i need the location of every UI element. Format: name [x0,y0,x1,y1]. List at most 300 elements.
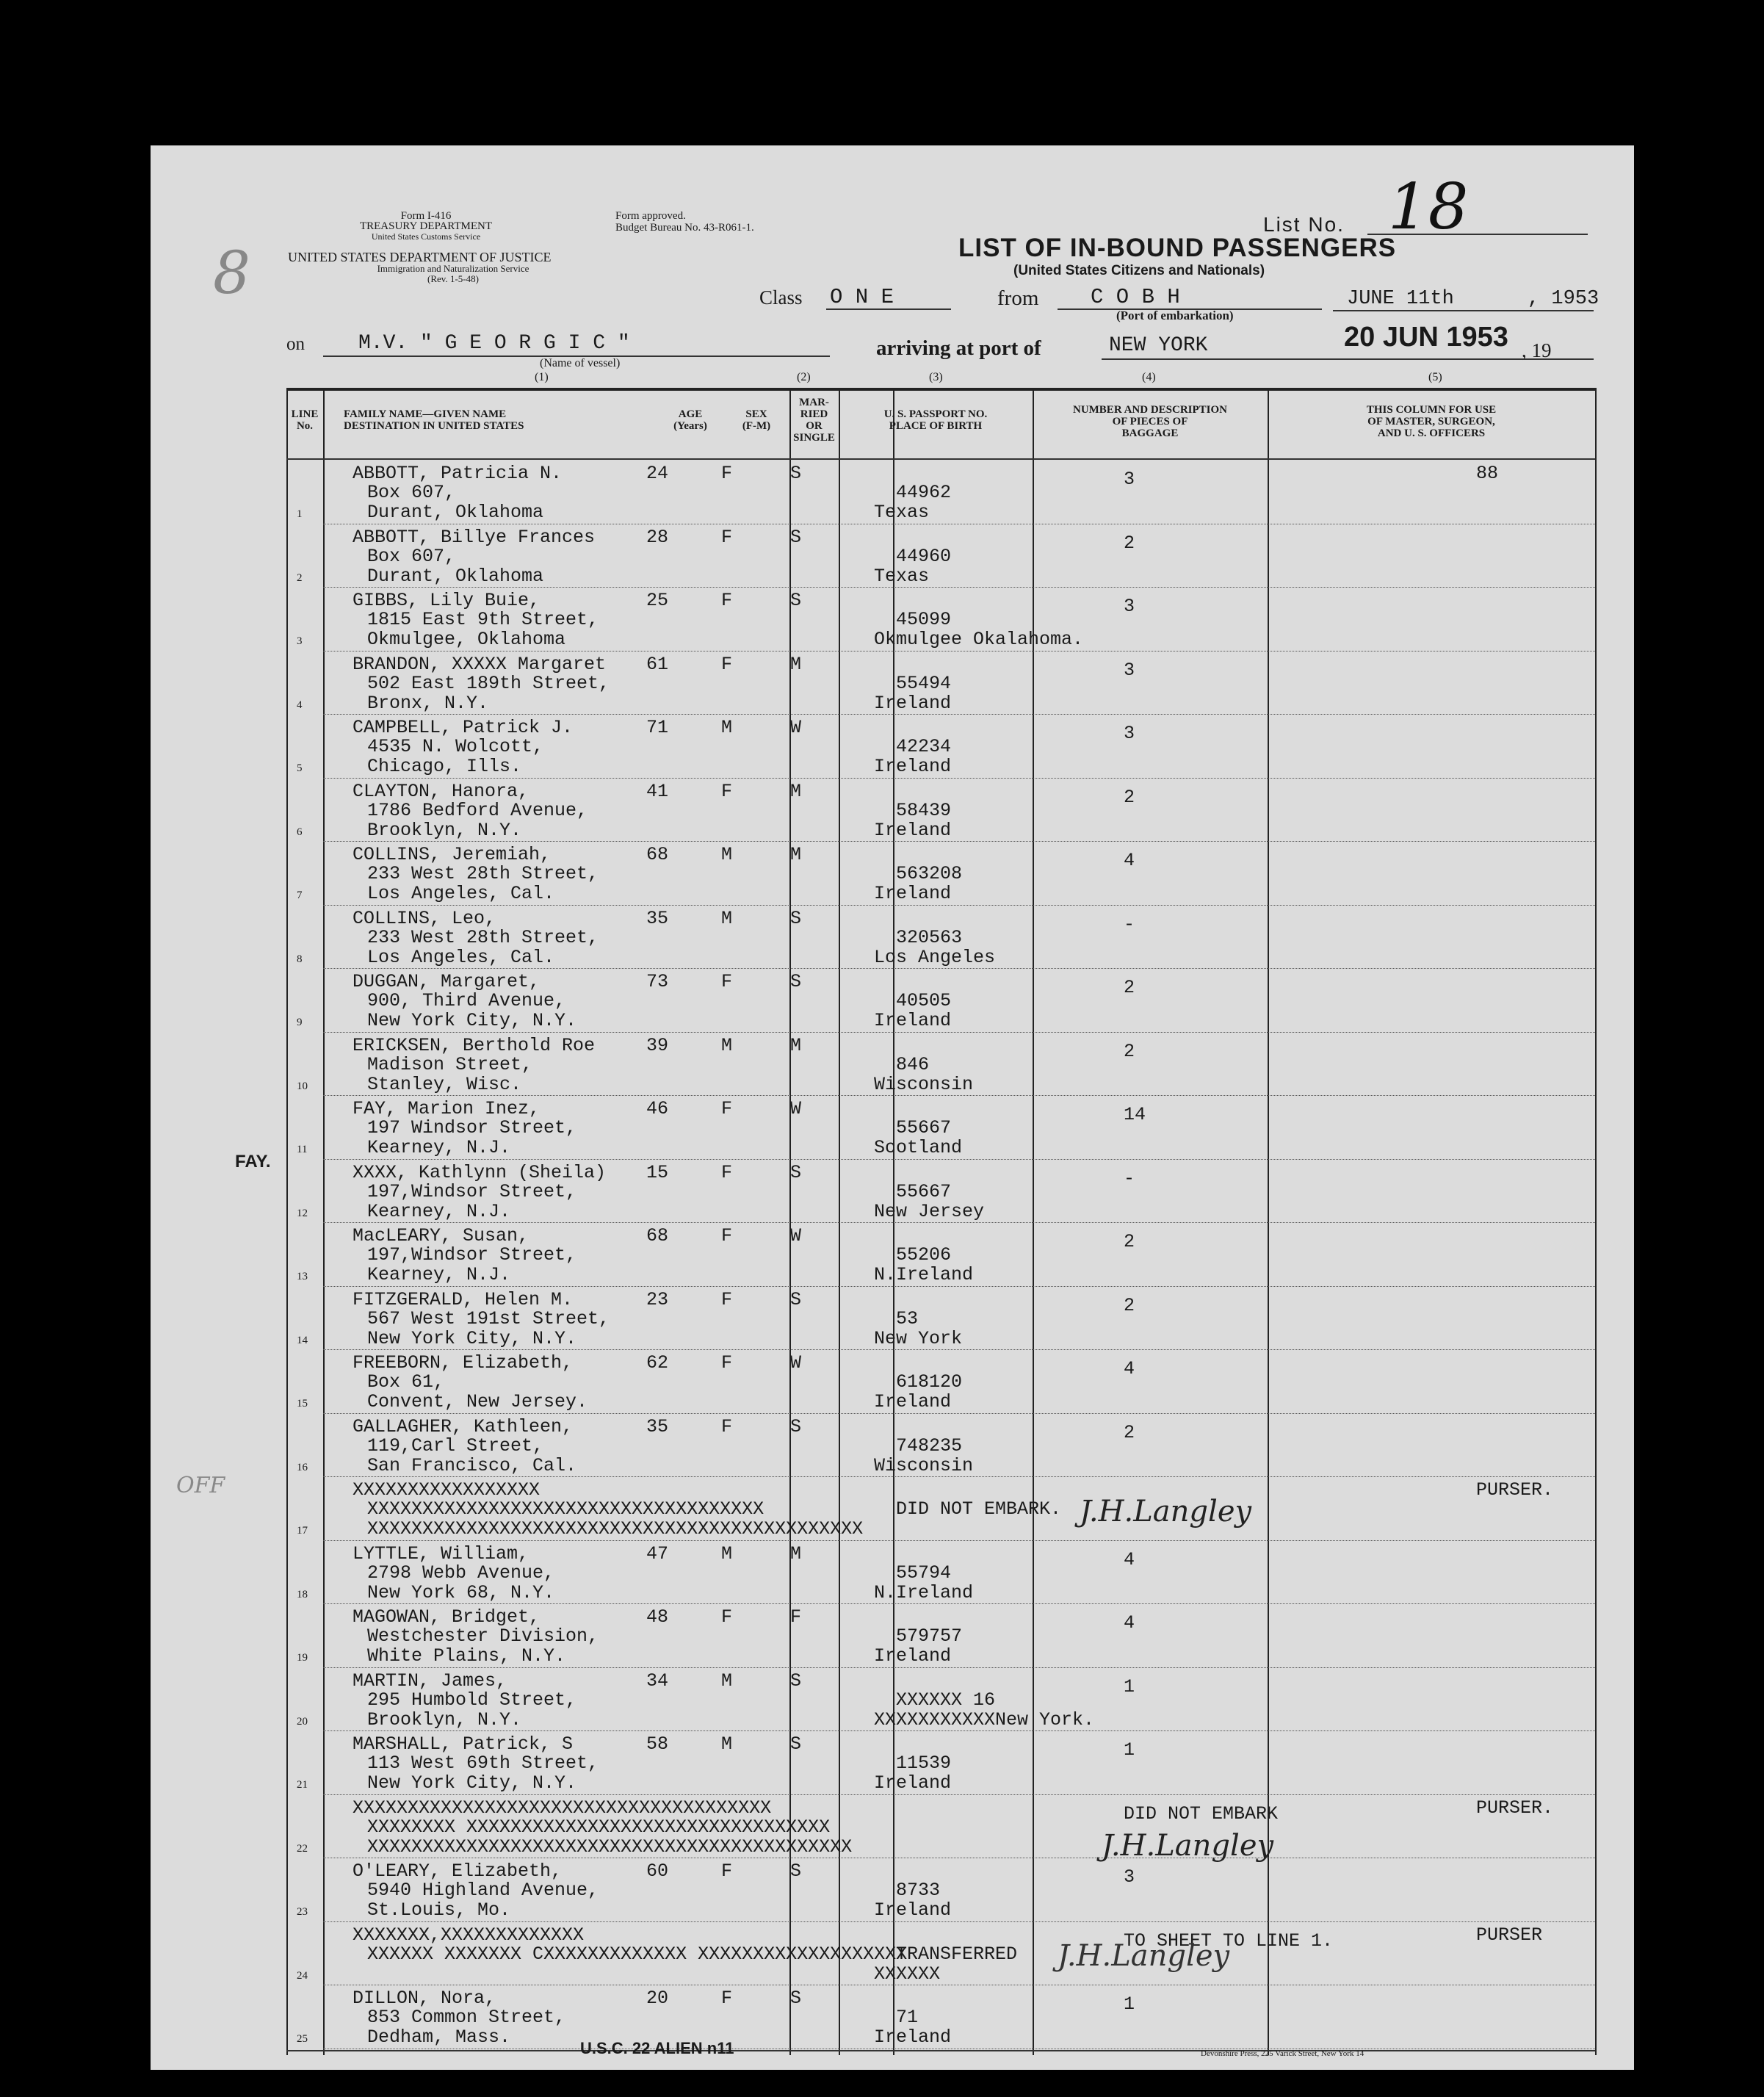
baggage-count: 3 [1124,659,1135,681]
passenger-name: ABBOTT, Billye Frances [353,526,596,548]
passenger-name: CLAYTON, Hanora, [353,780,529,802]
baggage-count: 4 [1124,1612,1135,1634]
table-row [286,525,1595,588]
line-number: 19 [297,1652,308,1664]
row-rule [323,1286,1595,1287]
place-of-birth: Texas [874,502,930,523]
age: 23 [646,1288,669,1310]
place-of-birth: Ireland [874,692,952,714]
street-address: 4535 N. Wolcott, [367,736,544,757]
col-num-1: (1) [535,371,549,383]
passport-number: 55206 [896,1244,952,1266]
line-number: 10 [297,1080,308,1092]
row-rule [323,841,1595,842]
passport-number: 579757 [896,1625,963,1647]
table-row [286,1986,1595,2049]
marital-status: S [790,1988,802,2009]
sex: F [721,1860,733,1882]
age: 39 [646,1034,669,1056]
city-state: Okmulgee, Oklahoma [367,629,566,650]
place-of-birth: Wisconsin [874,1454,974,1476]
printer-imprint: Devonshire Press, 225 Varick Street, New York 14 [1201,2049,1364,2058]
city-state: New York City, N.Y. [367,1772,577,1794]
city-state: New York City, N.Y. [367,1010,577,1031]
from-value: C O B H [1091,285,1180,309]
sex: F [721,1352,733,1374]
marital-status: S [790,463,802,484]
street-address: 853 Common Street, [367,2007,566,2028]
place-of-birth: New York [874,1327,963,1349]
arrival-date-stamp: 20 JUN 1953 [1344,322,1508,353]
line-number: 6 [297,826,303,838]
city-state: Durant, Oklahoma [367,502,544,523]
passenger-name: FAY, Marion Inez, [353,1098,541,1119]
arrival-rule [1102,358,1594,360]
passenger-name: XXXXXXXXXXXXXXXXX [353,1479,541,1501]
city-state: Bronx, N.Y. [367,692,489,714]
row-rule [323,1222,1595,1223]
baggage-count: - [1124,913,1135,935]
class-value: O N E [830,285,894,309]
table-row [286,1161,1595,1223]
place-of-birth: Scotland [874,1137,963,1158]
marital-status: S [790,1733,802,1755]
passenger-name: GALLAGHER, Kathleen, [353,1415,574,1437]
col-num-5: (5) [1428,371,1442,383]
street-address: 197 Windsor Street, [367,1117,577,1138]
city-state: Los Angeles, Cal. [367,883,555,904]
table-row [286,1923,1595,1985]
street-address: 1786 Bedford Avenue, [367,799,588,821]
baggage-count: TO SHEET TO LINE 1. [1124,1930,1334,1952]
form-number: Form I-416 [400,210,452,222]
city-state: New York 68, N.Y. [367,1581,555,1603]
sex: M [721,1542,733,1564]
sex: F [721,1988,733,2009]
line-number: 23 [297,1906,308,1918]
budget-bureau: Budget Bureau No. 43-R061-1. [615,222,754,234]
line-number: 18 [297,1588,308,1600]
city-state: Kearney, N.J. [367,1200,511,1222]
line-number: 7 [297,889,303,901]
list-no-label: List No. [1263,213,1345,236]
place-of-birth: N.Ireland [874,1581,974,1603]
baggage-count: - [1124,1167,1135,1189]
baggage-count: 1 [1124,1993,1135,2015]
col-num-3: (3) [929,371,943,383]
passport-number: 320563 [896,926,963,948]
table-row [286,1542,1595,1604]
passport-number: 8733 [896,1880,941,1901]
sex: M [721,717,733,738]
city-state: New York City, N.Y. [367,1327,577,1349]
class-label: Class [759,286,803,308]
marital-status: M [790,653,802,675]
line-number: 20 [297,1715,308,1728]
city-state: XXXXXXXXXXXXXXXXXXXXXXXXXXXXXXXXXXXXXXXXXXXX [367,1836,853,1858]
passport-number: 55794 [896,1562,952,1584]
age: 71 [646,717,669,738]
street-address: 1815 East 9th Street, [367,609,599,630]
sex: F [721,1606,733,1628]
passport-number: 55667 [896,1180,952,1202]
city-state: Los Angeles, Cal. [367,946,555,968]
city-state: Kearney, N.J. [367,1137,511,1158]
header-officers: THIS COLUMN FOR USE OF MASTER, SURGEON, AND U. S. OFFICERS [1366,404,1497,439]
passport-number: 45099 [896,609,952,630]
header-sex: SEX (F-M) [742,408,771,432]
purser-signature: J.H.Langley [1102,1829,1274,1863]
street-address: Madison Street, [367,1053,533,1075]
age: 62 [646,1352,669,1374]
marital-status: M [790,1034,802,1056]
passport-number: 71 [896,2007,919,2028]
passenger-name: CAMPBELL, Patrick J. [353,717,574,738]
baggage-count: 4 [1124,1548,1135,1570]
place-of-birth: XXXXXX [874,1963,941,1985]
passport-number: TRANSFERRED [896,1943,1018,1965]
col-rule [1595,388,1597,2055]
row-rule [323,1730,1595,1731]
col-num-2: (2) [797,371,811,383]
officer-note: PURSER. [1476,1797,1554,1819]
passenger-name: FREEBORN, Elizabeth, [353,1352,574,1374]
marital-status: S [790,1670,802,1692]
age: 15 [646,1161,669,1183]
passport-number: 11539 [896,1753,952,1774]
line-number: 4 [297,699,303,711]
row-rule [323,1603,1595,1604]
street-address: Box 61, [367,1371,445,1393]
passenger-name: MAGOWAN, Bridget, [353,1606,541,1628]
marital-status: S [790,971,802,992]
place-of-birth: Ireland [874,1899,952,1921]
passenger-name: MARTIN, James, [353,1670,507,1692]
age: 41 [646,780,669,802]
marital-status: M [790,780,802,802]
passport-number: 618120 [896,1371,963,1393]
sex: M [721,1034,733,1056]
agency-ins: Immigration and Naturalization Service [377,263,529,274]
sex: F [721,1225,733,1246]
street-address: 567 West 191st Street, [367,1307,610,1329]
table-row [286,1415,1595,1477]
baggage-count: 1 [1124,1739,1135,1761]
street-address: Box 607, [367,482,456,503]
row-rule [323,1667,1595,1668]
baggage-count: 3 [1124,723,1135,744]
place-of-birth: N.Ireland [874,1264,974,1285]
street-address: 900, Third Avenue, [367,990,566,1011]
baggage-count: 4 [1124,850,1135,871]
form-approved: Form approved. [615,210,686,222]
street-address: 295 Humbold Street, [367,1689,577,1711]
city-state: St.Louis, Mo. [367,1899,511,1921]
city-state: Brooklyn, N.Y. [367,819,522,841]
street-address: 197,Windsor Street, [367,1244,577,1266]
document-subtitle: (United States Citizens and Nationals) [1013,263,1265,278]
passport-number: 563208 [896,863,963,884]
passenger-name: COLLINS, Leo, [353,907,496,929]
sex: F [721,653,733,675]
place-of-birth: Ireland [874,819,952,841]
table-row [286,1478,1595,1540]
street-address: 502 East 189th Street, [367,672,610,694]
place-of-birth: Ireland [874,1010,952,1031]
marital-status: W [790,1352,802,1374]
baggage-count: 1 [1124,1675,1135,1697]
city-state: Durant, Oklahoma [367,565,544,587]
age: 46 [646,1098,669,1119]
table-row [286,715,1595,778]
baggage-count: 2 [1124,1294,1135,1316]
passenger-name: ABBOTT, Patricia N. [353,463,563,484]
street-address: 2798 Webb Avenue, [367,1562,555,1584]
table-row [286,1224,1595,1286]
place-of-birth: Okmulgee Okalahoma. [874,629,1084,650]
document-title: LIST OF IN-BOUND PASSENGERS [958,234,1397,262]
row-rule [323,587,1595,588]
passport-number: 55494 [896,672,952,694]
line-number: 15 [297,1398,308,1410]
passenger-name: XXXXXXXXXXXXXXXXXXXXXXXXXXXXXXXXXXXXXX [353,1797,772,1819]
baggage-count: 2 [1124,532,1135,554]
passport-number: 42234 [896,736,952,757]
from-label: from [997,286,1039,310]
marital-status: S [790,1288,802,1310]
table-row [286,652,1595,715]
city-state: Dedham, Mass. [367,2026,511,2048]
sex: F [721,1098,733,1119]
sex: M [721,1733,733,1755]
table-row [286,779,1595,842]
table-row [286,1859,1595,1921]
passport-number: 55667 [896,1117,952,1138]
header-married: MAR- RIED OR SINGLE [793,397,835,444]
vessel-name: M.V. " G E O R G I C " [358,332,630,355]
agency-justice: UNITED STATES DEPARTMENT OF JUSTICE [288,250,552,264]
row-rule [323,1794,1595,1795]
agency-treasury: TREASURY DEPARTMENT [359,220,493,232]
line-number: 17 [297,1525,308,1537]
line-number: 3 [297,635,303,647]
line-number: 12 [297,1207,308,1219]
street-address: 233 West 28th Street, [367,926,599,948]
table-row [286,1732,1595,1794]
age: 25 [646,590,669,611]
line-number: 14 [297,1334,308,1346]
place-of-birth: Ireland [874,1772,952,1794]
line-number: 9 [297,1017,303,1028]
table-row [286,1605,1595,1667]
row-rule [323,1349,1595,1350]
passenger-name: DILLON, Nora, [353,1988,496,2009]
sex: F [721,1415,733,1437]
marital-status: S [790,1415,802,1437]
place-of-birth: Texas [874,565,930,587]
place-of-birth: Ireland [874,883,952,904]
sex: M [721,844,733,865]
margin-note: 8 [213,239,250,307]
port-embarkation-label: (Port of embarkation) [1116,308,1234,322]
marital-status: M [790,844,802,865]
row-rule [323,1032,1595,1033]
row-rule [323,778,1595,779]
row-rule [323,968,1595,969]
line-number: 21 [297,1779,308,1791]
sex: F [721,590,733,611]
table-row [286,588,1595,651]
place-of-birth: Ireland [874,1645,952,1667]
city-state: Kearney, N.J. [367,1264,511,1285]
table-row [286,1033,1595,1096]
passport-number: 53 [896,1307,919,1329]
baggage-count: 2 [1124,1231,1135,1252]
age: 20 [646,1988,669,2009]
city-state: Stanley, Wisc. [367,1073,522,1095]
sex: F [721,1161,733,1183]
age: 58 [646,1733,669,1755]
line-number: 5 [297,762,303,774]
passenger-name: MARSHALL, Patrick, S [353,1733,574,1755]
table-row [286,906,1595,969]
list-no-rule [1367,234,1588,235]
date-rule [1333,310,1594,311]
purser-signature: J.H.Langley [1080,1495,1252,1528]
age: 35 [646,1415,669,1437]
sex: F [721,780,733,802]
baggage-count: 2 [1124,1421,1135,1443]
street-address: 233 West 28th Street, [367,863,599,884]
table-row [286,1288,1595,1350]
sex: F [721,971,733,992]
table-bottom-rule [286,2050,1595,2051]
passport-number: 846 [896,1053,930,1075]
officer-note: PURSER [1476,1924,1543,1946]
baggage-count: 2 [1124,977,1135,998]
passport-number: DID NOT EMBARK. [896,1498,1062,1520]
marital-status: F [790,1606,802,1628]
age: 68 [646,844,669,865]
marital-status: S [790,590,802,611]
line-number: 11 [297,1144,308,1155]
street-address: Box 607, [367,545,456,567]
age: 34 [646,1670,669,1692]
passenger-name: COLLINS, Jeremiah, [353,844,552,865]
row-rule [323,1159,1595,1160]
line-number: 16 [297,1461,308,1473]
street-address: 5940 Highland Avenue, [367,1880,599,1901]
city-state: Chicago, Ills. [367,756,522,777]
street-address: Westchester Division, [367,1625,599,1647]
table-top-rule [286,388,1595,391]
header-line: LINE No. [291,408,319,432]
class-rule [826,308,951,310]
header-passport: U. S. PASSPORT NO. PLACE OF BIRTH [883,408,988,432]
age: 68 [646,1225,669,1246]
street-address: XXXXXXXX XXXXXXXXXXXXXXXXXXXXXXXXXXXXXXXXX [367,1816,831,1838]
header-baggage: NUMBER AND DESCRIPTION OF PIECES OF BAGGAGE [1072,404,1228,439]
row-rule [323,905,1595,906]
line-number: 25 [297,2033,308,2045]
city-state: XXXXXXXXXXXXXXXXXXXXXXXXXXXXXXXXXXXXXXXXXXXXX [367,1518,864,1540]
table-row [286,842,1595,905]
header-age: AGE (Years) [673,408,707,432]
street-address: XXXXXX XXXXXXX CXXXXXXXXXXXXX XXXXXXXXXXXXXXXXXXX [367,1943,908,1965]
marital-status: W [790,717,802,738]
sex: M [721,907,733,929]
age: 47 [646,1542,669,1564]
age: 73 [646,971,669,992]
sex: F [721,526,733,548]
street-address: 197,Windsor Street, [367,1180,577,1202]
table-row [286,1351,1595,1413]
header-bottom-rule [286,458,1595,460]
line-number: 8 [297,953,303,965]
passenger-name: GIBBS, Lily Buie, [353,590,541,611]
marital-status: M [790,1542,802,1564]
age: 61 [646,653,669,675]
row-rule [323,1921,1595,1922]
table-row [286,1796,1595,1858]
table-row [286,1669,1595,1731]
marital-status: S [790,907,802,929]
departure-date: JUNE 11th [1347,288,1454,310]
purser-signature: J.H.Langley [1058,1939,1230,1973]
row-rule [323,1413,1595,1414]
place-of-birth: XXXXXXXXXXXNew York. [874,1708,1095,1730]
marital-status: W [790,1098,802,1119]
baggage-count: DID NOT EMBARK [1124,1802,1279,1825]
street-address: 119,Carl Street, [367,1434,544,1457]
sex: F [721,463,733,484]
table-row [286,970,1595,1032]
sex: M [721,1670,733,1692]
passport-number: 44960 [896,545,952,567]
passenger-name: ERICKSEN, Berthold Roe [353,1034,596,1056]
passport-number: 748235 [896,1434,963,1457]
table-row [286,1097,1595,1159]
passenger-name: O'LEARY, Elizabeth, [353,1860,563,1882]
row-rule [323,1476,1595,1477]
street-address: XXXXXXXXXXXXXXXXXXXXXXXXXXXXXXXXXXXX [367,1498,764,1520]
table-row [286,461,1595,524]
place-of-birth: Ireland [874,1391,952,1412]
line-number: 1 [297,508,303,520]
passenger-name: BRANDON, XXXXX Margaret [353,653,607,675]
passenger-table [286,388,1595,2055]
fay-note: FAY. [235,1152,271,1172]
row-rule [323,1540,1595,1541]
age: 48 [646,1606,669,1628]
officer-note: 88 [1476,463,1499,484]
passport-number: 58439 [896,799,952,821]
city-state: Convent, New Jersey. [367,1391,588,1412]
line-number: 2 [297,571,303,584]
age: 28 [646,526,669,548]
city-state: Brooklyn, N.Y. [367,1708,522,1730]
place-of-birth: Ireland [874,2026,952,2048]
form-revision: (Rev. 1-5-48) [427,273,479,284]
arrival-year: , 19 [1522,339,1552,361]
row-rule [323,1095,1595,1096]
marital-status: S [790,526,802,548]
passport-number: XXXXXX 16 [896,1689,996,1711]
header-name: FAMILY NAME—GIVEN NAME DESTINATION IN UNITED STATES [344,408,524,432]
baggage-count: 3 [1124,1866,1135,1888]
marital-status: S [790,1161,802,1183]
age: 35 [646,907,669,929]
